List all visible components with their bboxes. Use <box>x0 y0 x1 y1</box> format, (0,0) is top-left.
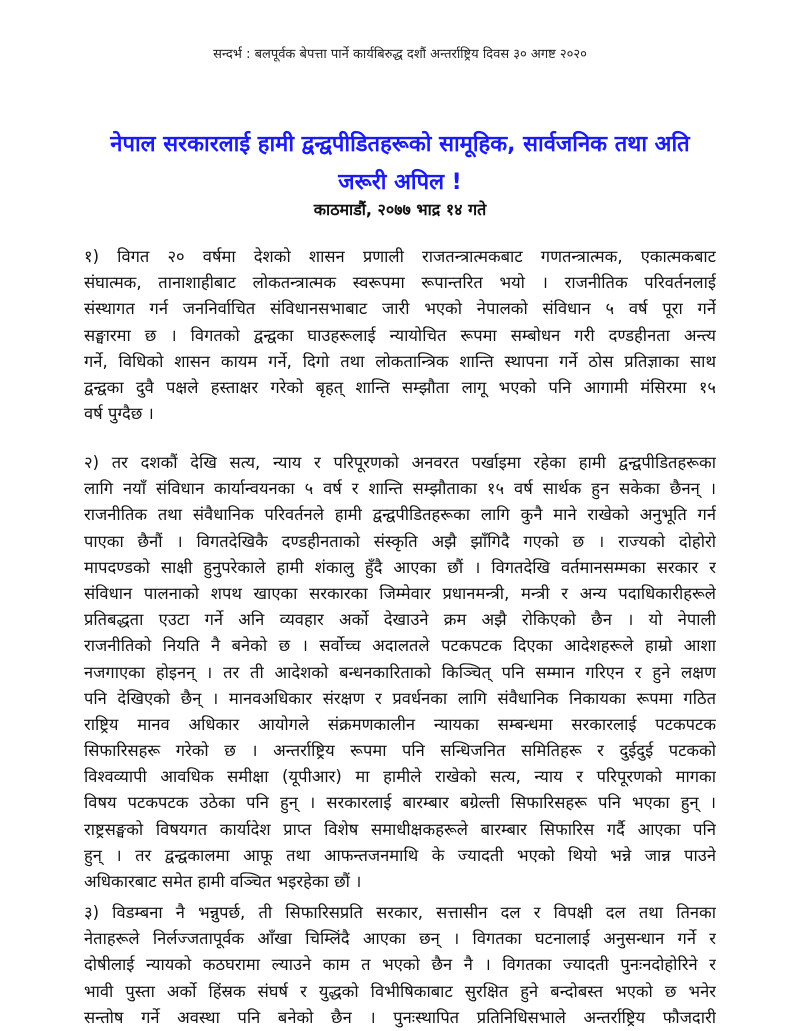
paragraph-line: संविधान पालनाको शपथ खाएका सरकारका जिम्मेवार प्रधानमन्त्री, मन्त्री र अन्य पदाधिकारीहरूले <box>84 583 716 603</box>
paragraph-line: अधिकारबाट समेत हामी वञ्चित भइरहेका छौं । <box>84 872 362 891</box>
paragraph-line: पाएका छैनौं । विगतदेखिकै दण्डहीनताको संस्कृति अझै झाँगिदै गएको छ । राज्यको दोहोरो <box>84 531 716 551</box>
paragraph-line: प्रतिबद्धता एउटा गर्ने अनि व्यवहार अर्को देखाउने क्रम अझै रोकिएको छैन । यो नेपाली <box>84 610 716 630</box>
title-line-1: नेपाल सरकारलाई हामी द्वन्द्वपीडितहरूको सामूहिक, सार्वजनिक तथा अति <box>110 132 690 157</box>
paragraph-line: भावी पुस्ता अर्को हिंस्रक संघर्ष र युद्धको विभीषिकाबाट सुरक्षित हुने बन्दोबस्त भएको छ भनेर <box>84 981 716 1001</box>
paragraph-line: गर्ने, विधिको शासन कायम गर्ने, दिगो तथा लोकतान्त्रिक शान्ति स्थापना गर्ने ठोस प्रतिज्ञाका साथ <box>84 351 716 371</box>
dateline: काठमाडौं, २०७७ भाद्र १४ गते <box>313 200 487 219</box>
paragraph-1 <box>84 244 716 427</box>
paragraph-line: लागि नयाँ संविधान कार्यान्वयनका ५ वर्ष र शान्ति सम्झौताका १५ वर्ष सार्थक हुन सकेका छैनन् । <box>84 479 716 499</box>
paragraph-line: मापदण्डको साक्षी हुनुपरेकाले हामी शंकालु हुँदै आएका छौं । विगतदेखि वर्तमानसम्मका सरकार र <box>84 557 716 577</box>
paragraph-line: सन्तोष गर्ने अवस्था पनि बनेको छैन । पुनःस्थापित प्रतिनिधिसभाले अन्तर्राष्ट्रिय फौजदारी <box>84 1007 716 1027</box>
paragraph-line: २) तर दशकौं देखि सत्य, न्याय र परिपूरणको अनवरत पर्खाइमा रहेका हामी द्वन्द्वपीडितहरूका <box>84 453 716 472</box>
paragraph-line: नेताहरूले निर्लज्जतापूर्वक आँखा चिम्लिंदै आएका छन् । विगतका घटनालाई अनुसन्धान गर्ने र <box>84 929 716 949</box>
paragraph-line: द्वन्द्वका दुवै पक्षले हस्ताक्षर गरेको बृहत् शान्ति सम्झौता लागू भएको पनि आगामी मंसिरमा १५ <box>84 377 716 397</box>
paragraph-line: राष्ट्रिय मानव अधिकार आयोगले संक्रमणकालीन न्यायका सम्बन्धमा सरकारलाई पटकपटक <box>84 714 716 734</box>
paragraph-line: ३) विडम्बना नै भन्नुपर्छ, ती सिफारिसप्रति सरकार, सत्तासीन दल र विपक्षी दल तथा तिनका <box>84 903 716 922</box>
paragraph-line: संघात्मक, तानाशाहीबाट लोकतन्त्रात्मक स्वरूपमा रूपान्तरित भयो । राजनीतिक परिवर्तनलाई <box>84 273 716 293</box>
document-title <box>60 126 740 202</box>
paragraph-line: दोषीलाई न्यायको कठघरामा ल्याउने काम त भएको छैन नै । विगतका ज्यादती पुनःनदोहोरिने र <box>84 955 716 975</box>
paragraph-2 <box>84 450 716 895</box>
paragraph-line: हुन् । तर द्वन्द्वकालमा आफू तथा आफन्तजनमाथि के ज्यादती भएको थियो भन्ने जान्न पाउने <box>84 845 716 865</box>
paragraph-line: राजनीतिक तथा संवैधानिक परिवर्तनले हामी द्वन्द्वपीडितहरूका लागि कुनै माने राखेको अनुभूति गर्न <box>84 505 716 525</box>
paragraph-line: सिफारिसहरू गरेको छ । अन्तर्राष्ट्रिय रूपमा पनि सन्धिजनित समितिहरू र दुईदुई पटकको <box>84 741 716 761</box>
paragraph-line: वर्ष पुग्दैछ । <box>84 404 154 424</box>
paragraph-line: विश्वव्यापी आवधिक समीक्षा (यूपीआर) मा हामीले राखेको सत्य, न्याय र परिपूरणको मागका <box>84 767 716 787</box>
paragraph-line: राष्ट्रसङ्घको विषयगत कार्यादेश प्राप्त विशेष समाधीक्षकहरूले बारम्बार सिफारिस गर्दै आएका पनि <box>84 819 716 839</box>
paragraph-line: १) विगत २० वर्षमा देशको शासन प्रणाली राजतन्त्रात्मकबाट गणतन्त्रात्मक, एकात्मकबाट <box>84 247 716 266</box>
paragraph-3 <box>84 900 716 1031</box>
paragraph-line: राजनीतिको नियति नै बनेको छ । सर्वोच्च अदालतले पटकपटक दिएका आदेशहरूले हाम्रो आशा <box>84 636 716 656</box>
reference-line: सन्दर्भ : बलपूर्वक बेपत्ता पार्ने कार्यबिरुद्ध दशौं अन्तर्राष्ट्रिय दिवस ३० अगष्ट २०२० <box>213 47 587 62</box>
title-line-2: जरूरी अपिल ! <box>338 170 462 195</box>
paragraph-line: सङ्घारमा छ । विगतको द्वन्द्वका घाउहरूलाई न्यायोचित रूपमा सम्बोधन गरी दण्डहीनता अन्त्य <box>84 325 716 345</box>
paragraph-line: पनि देखिएको छैन् । मानवअधिकार संरक्षण र प्रवर्धनका लागि संवैधानिक निकायका रूपमा गठित <box>84 688 716 708</box>
paragraph-line: संस्थागत गर्न जननिर्वाचित संविधानसभाबाट जारी भएको नेपालको संविधान ५ वर्ष पूरा गर्ने <box>84 299 716 319</box>
paragraph-line: नजगाएका होइनन् । तर ती आदेशको बन्धनकारिताको किञ्चित् पनि सम्मान गरिएन र हुने लक्षण <box>84 662 716 682</box>
paragraph-line: विषय पटकपटक उठेका पनि हुन् । सरकारलाई बारम्बार बग्रेल्ती सिफारिसहरू पनि भएका हुन् । <box>84 793 716 813</box>
